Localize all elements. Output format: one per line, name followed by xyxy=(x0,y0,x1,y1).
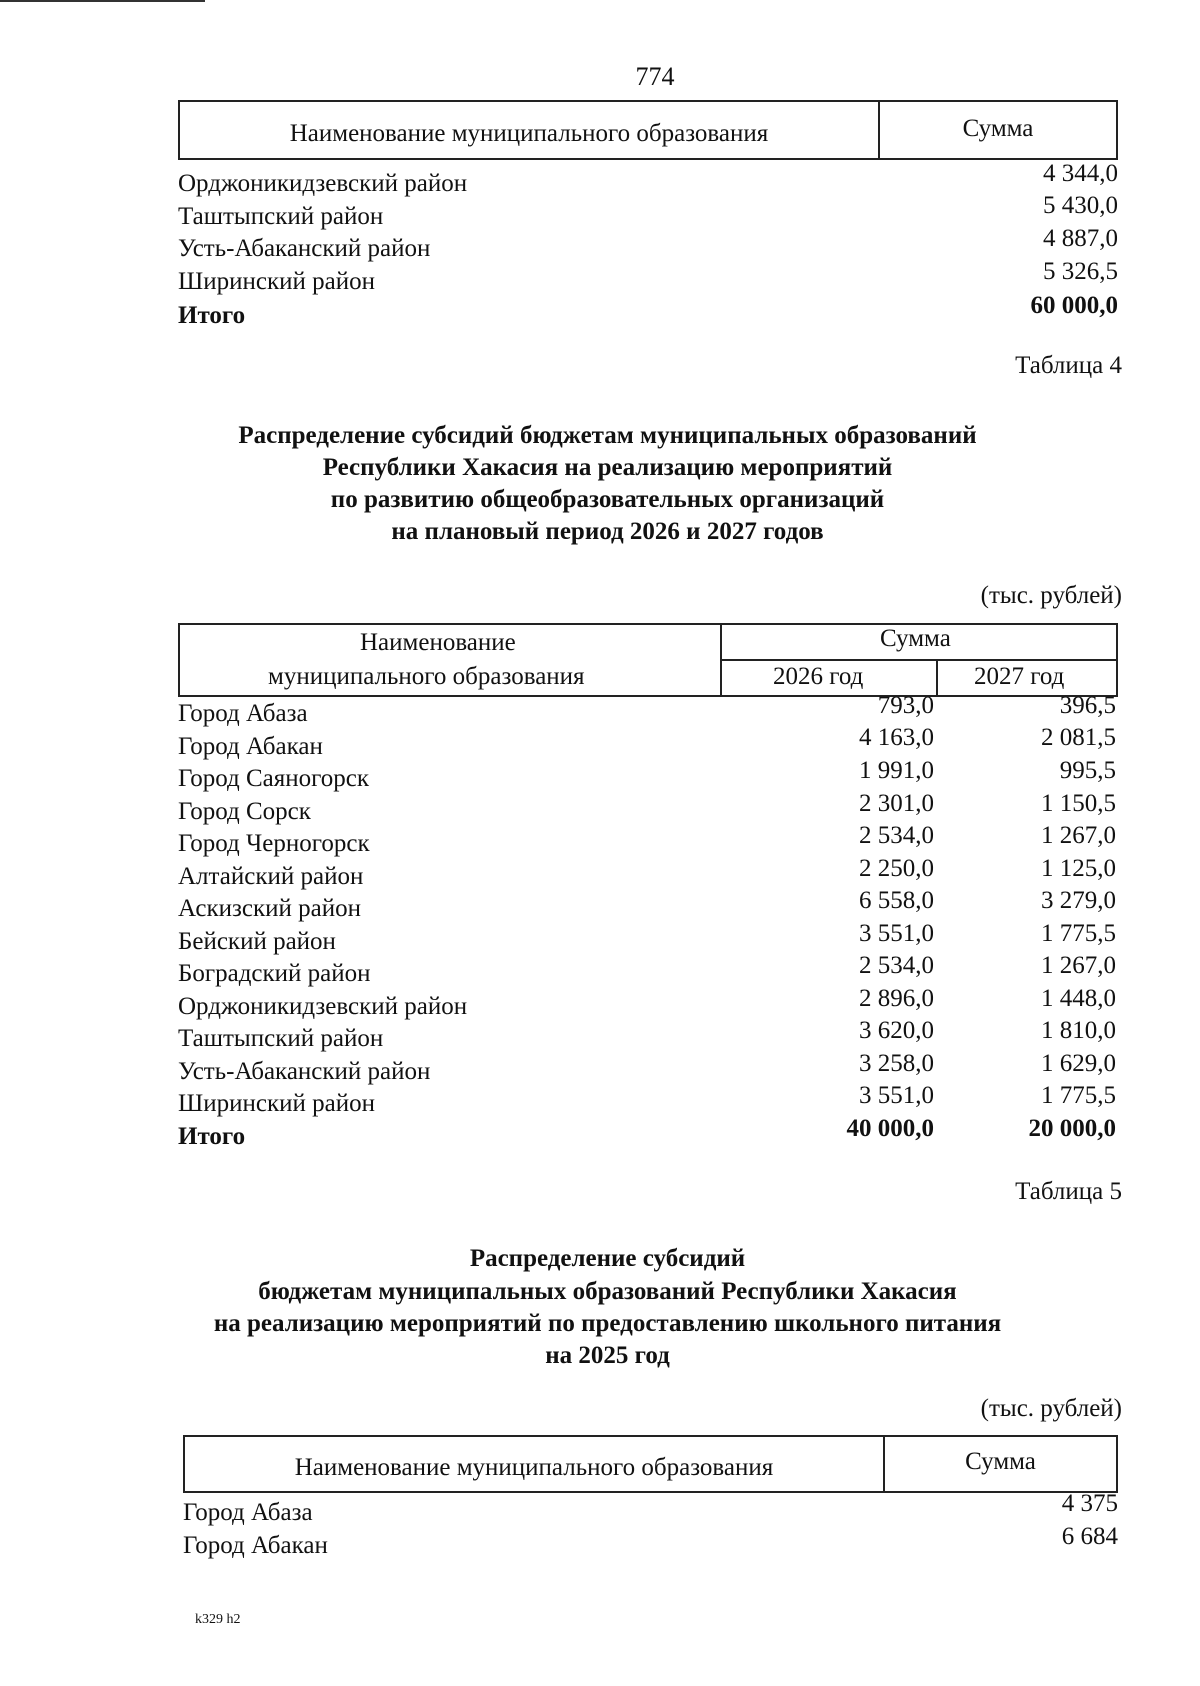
table4-row-2027: 2 081,5 xyxy=(1041,724,1116,751)
table4-row-2026: 6 558,0 xyxy=(859,887,934,914)
table4-row-name: Орджоникидзевский район xyxy=(178,993,468,1020)
table4-title-line: Республики Хакасия на реализацию мероприятий xyxy=(322,454,893,481)
table4-row-2026: 4 163,0 xyxy=(859,724,934,751)
table4-row-2027: 1 775,5 xyxy=(1041,1082,1116,1109)
table4-header-year-2026: 2026 год xyxy=(773,663,864,690)
table4-row-2027: 995,5 xyxy=(1059,757,1116,784)
table4-row-2026: 3 551,0 xyxy=(859,1082,934,1109)
table4-row-2026: 3 551,0 xyxy=(859,920,934,947)
table5-row-value: 6 684 xyxy=(1061,1523,1118,1550)
table5-row-name: Город Абаза xyxy=(183,1499,313,1526)
table5-row-name: Город Абакан xyxy=(183,1532,328,1559)
table3-row-value: 5 430,0 xyxy=(1043,192,1118,219)
top-rule xyxy=(0,0,205,2)
table4-row-name: Ширинский район xyxy=(178,1090,375,1117)
table4-total-2026: 40 000,0 xyxy=(846,1115,934,1142)
table4-title-line: Распределение субсидий бюджетам муниципальных образований xyxy=(238,422,977,449)
table4-row-name: Таштыпский район xyxy=(178,1025,384,1052)
table4-row-2026: 2 534,0 xyxy=(859,952,934,979)
table4-row-name: Город Абакан xyxy=(178,733,323,760)
table4-caption: Таблица 4 xyxy=(1015,352,1122,379)
table4-row-name: Город Абаза xyxy=(178,700,308,727)
table4-row-2026: 2 301,0 xyxy=(859,790,934,817)
table4-row-2026: 3 258,0 xyxy=(859,1050,934,1077)
table4-row-name: Усть-Абаканский район xyxy=(178,1058,431,1085)
table4-header-year-2027: 2027 год xyxy=(974,663,1065,690)
table3-row-name: Ширинский район xyxy=(178,268,375,295)
header-divider xyxy=(720,659,1116,661)
table4-row-2027: 3 279,0 xyxy=(1041,887,1116,914)
table4-units: (тыс. рублей) xyxy=(980,582,1122,609)
table4-row-name: Город Черногорск xyxy=(178,830,370,857)
table5-title-line: Распределение субсидий xyxy=(469,1245,746,1272)
table4-header xyxy=(178,623,1118,697)
table4-row-name: Город Саяногорск xyxy=(178,765,370,792)
table4-row-2027: 1 150,5 xyxy=(1041,790,1116,817)
footer-code: k329 h2 xyxy=(195,1612,241,1627)
table5-header-name: Наименование муниципального образования xyxy=(185,1437,885,1491)
table3-row-name: Орджоникидзевский район xyxy=(178,170,468,197)
table3-header-sum: Сумма xyxy=(962,115,1034,142)
table5-title-line: на реализацию мероприятий по предоставлению школьного питания xyxy=(213,1310,1002,1337)
table4-row-name: Бейский район xyxy=(178,928,336,955)
table4-title-line: по развитию общеобразовательных организаций xyxy=(330,486,885,513)
table5-title-line: на 2025 год xyxy=(545,1342,670,1369)
table3-header xyxy=(178,100,1118,160)
table3-total-label: Итого xyxy=(178,302,246,329)
table4-header-sum: Сумма xyxy=(880,625,951,652)
table4-row-name: Алтайский район xyxy=(178,863,364,890)
table3-header-name: Наименование муниципального образования xyxy=(180,102,880,158)
table5-caption: Таблица 5 xyxy=(1015,1178,1122,1205)
table4-row-2027: 1 267,0 xyxy=(1041,822,1116,849)
table5-header-sum: Сумма xyxy=(965,1448,1036,1475)
table4-header-name-line2: муниципального образования xyxy=(268,663,585,690)
table5-title-line: бюджетам муниципальных образований Республики Хакасия xyxy=(258,1278,957,1305)
table4-row-2026: 3 620,0 xyxy=(859,1017,934,1044)
table5-row-value: 4 375 xyxy=(1061,1490,1118,1517)
table4-row-2026: 1 991,0 xyxy=(859,757,934,784)
table5-header xyxy=(183,1435,1118,1493)
table4-header-name-line1: Наименование xyxy=(360,629,516,656)
table3-total-value: 60 000,0 xyxy=(1030,292,1118,319)
table4-row-name: Боградский район xyxy=(178,960,371,987)
table3-row-value: 4 344,0 xyxy=(1043,160,1118,187)
table4-row-name: Аскизский район xyxy=(178,895,362,922)
table4-row-2026: 2 250,0 xyxy=(859,855,934,882)
page-number: 774 xyxy=(635,62,675,91)
table3-row-value: 4 887,0 xyxy=(1043,225,1118,252)
table4-row-2026: 793,0 xyxy=(877,692,934,719)
table3-row-name: Таштыпский район xyxy=(178,203,384,230)
table4-row-2027: 396,5 xyxy=(1059,692,1116,719)
table3-row-value: 5 326,5 xyxy=(1043,258,1118,285)
table4-row-2026: 2 896,0 xyxy=(859,985,934,1012)
table4-title-line: на плановый период 2026 и 2027 годов xyxy=(391,518,824,545)
table4-row-name: Город Сорск xyxy=(178,798,311,825)
table4-row-2027: 1 775,5 xyxy=(1041,920,1116,947)
table4-row-2027: 1 267,0 xyxy=(1041,952,1116,979)
table4-total-2027: 20 000,0 xyxy=(1028,1115,1116,1142)
table3-row-name: Усть-Абаканский район xyxy=(178,235,431,262)
table4-row-2026: 2 534,0 xyxy=(859,822,934,849)
table4-row-2027: 1 125,0 xyxy=(1041,855,1116,882)
table4-row-2027: 1 810,0 xyxy=(1041,1017,1116,1044)
header-divider xyxy=(936,659,938,695)
table4-total-label: Итого xyxy=(178,1123,246,1150)
table5-units: (тыс. рублей) xyxy=(980,1395,1122,1422)
table4-row-2027: 1 629,0 xyxy=(1041,1050,1116,1077)
table4-row-2027: 1 448,0 xyxy=(1041,985,1116,1012)
